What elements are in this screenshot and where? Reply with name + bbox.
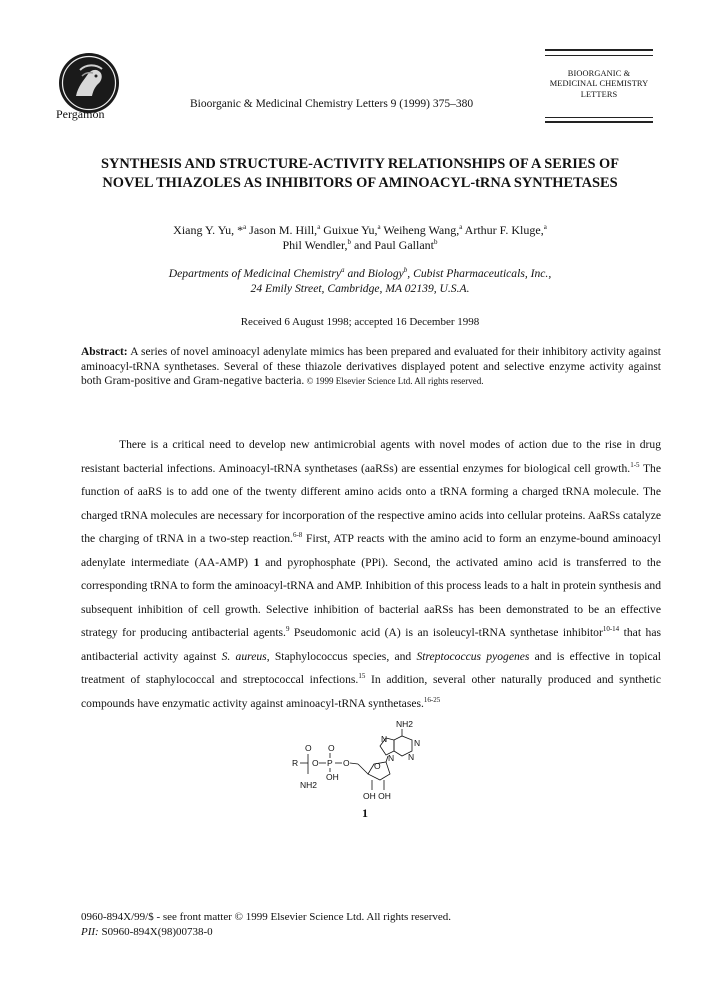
compound-number: 1 [362,806,368,820]
pii-value: S0960-894X(98)00738-0 [98,926,213,938]
journal-box [545,69,653,100]
article-title-line-2: NOVEL THIAZOLES AS INHIBITORS OF AMINOACYL-tRNA SYNTHETASES [102,175,618,191]
reference-mark: 16-25 [423,695,441,704]
reference-mark: 10-14 [602,625,620,633]
body-text: In addition, several other naturally produced and synthetic compounds have enzymatic activity against aminoacyl-tRNA synthetases. [81,673,661,710]
body-text: The function of aaRS is to add one of the twenty different amino acids onto a tRNA forming a charged tRNA molecule. The charged tRNA molecules are necessary for incorporation of the respective amino acids into cellular proteins. AaRSs catalyze the charging of tRNA in a two-step reaction. [81,461,661,545]
article-title-line-1: SYNTHESIS AND STRUCTURE-ACTIVITY RELATIONSHIPS OF A SERIES OF [100,156,620,172]
affiliation [80,266,640,296]
author-affiliation-mark: a [317,223,321,231]
journal-citation: Bioorganic & Medicinal Chemistry Letters 9 (1999) 375–380 [190,98,474,110]
article-title [50,155,670,193]
structure-label-o: O [305,743,312,753]
author-line-2 [80,238,640,253]
structure-label-o: O [374,761,381,771]
affiliation-mark: b [403,266,408,274]
body-text: , Staphylococcus species, and [266,649,417,663]
body-text: Pseudomonic acid (A) is an isoleucyl-tRNA synthetase inhibitor [289,626,603,639]
body-text: and pyrophosphate (PPi). Second, the activated amino acid is transferred to the corresponding tRNA to form the aminoacyl-tRNA and AMP. Inhibition of this process leads to a halt in protein synthesis and subsequent inhibition of cell growth. Selective inhibition of bacterial aaRSs has been demonstrated to be an effective strategy for producing antibacterial agents. [81,555,661,639]
compound-reference: 1 [253,555,260,569]
author-name: Weiheng Wang, [380,223,460,237]
footer-pii [81,925,451,940]
affiliation-text: and Biology [344,267,404,280]
structure-label-o: O [328,743,335,753]
journal-box-bottom-rule-thin [545,117,653,118]
author-list [80,223,640,253]
abstract-text: A series of novel aminoacyl adenylate mimics has been prepared and evaluated for their inhibitory activity against aminoacyl-tRNA synthetases. Several of these thiazole derivatives displayed potent and selective enzyme activity against both Gram-positive and Gram-negative bacteria. [81,346,661,387]
structure-label-n: N [388,753,395,763]
journal-box-top-rule-thin [545,55,653,56]
abstract-label: Abstract: [81,346,128,358]
author-name: Xiang Y. Yu, * [173,223,244,237]
structure-label-oh-oh: OH OH [363,791,391,801]
journal-box-line-2: MEDICINAL CHEMISTRY [549,79,649,89]
reference-mark: 6-8 [292,531,303,539]
author-affiliation-mark: b [433,238,438,246]
journal-box-line-3: LETTERS [580,89,618,99]
author-name: Jason M. Hill, [246,223,318,237]
structure-label-nh2-top: NH2 [396,719,414,729]
affiliation-text: , Cubist Pharmaceuticals, Inc., [407,267,552,280]
footer-copyright: 0960-894X/99/$ - see front matter © 1999 Elsevier Science Ltd. All rights reserved. [81,911,452,923]
received-dates: Received 6 August 1998; accepted 16 December 1998 [240,316,480,328]
journal-box-bottom-rule [545,121,653,123]
body-text: and is effective in topical treatment of staphylococcal and streptococcal infections. [81,649,661,686]
author-affiliation-mark: a [377,223,381,231]
author-affiliation-mark: a [543,223,547,231]
affiliation-line-2: 24 Emily Street, Cambridge, MA 02139, U.S.A. [250,282,470,295]
structure-label-p: P [327,758,333,768]
structure-label-n: N [381,734,388,744]
abstract-copyright: © 1999 Elsevier Science Ltd. All rights reserved. [304,376,484,386]
species-name: S. aureus [221,649,267,663]
body-text: There is a critical need to develop new antimicrobial agents with novel modes of action due to the rise in drug resistant bacterial infections. Aminoacyl-tRNA synthetases (aaRSs) are essential enzymes for biological cell growth. [81,438,661,475]
body-text: that has antibacterial activity against [81,626,661,663]
journal-box-line-1: BIOORGANIC & [567,69,631,78]
publisher-name: Pergamon [56,107,105,121]
author-affiliation-mark: b [347,238,351,246]
reference-mark: 1-5 [630,460,640,469]
author-name: Arthur F. Kluge, [462,223,544,237]
author-affiliation-mark: a [243,223,247,231]
species-name: Streptococcus pyogenes [416,649,530,663]
structure-label-oh: OH [326,772,339,782]
affiliation-text: Departments of Medicinal Chemistry [168,267,342,280]
author-name: and Paul Gallant [351,238,434,252]
reference-mark: 9 [285,625,290,633]
affiliation-line-1 [80,266,640,281]
author-affiliation-mark: a [459,223,463,231]
structure-label-o: O [312,758,319,768]
pii-label: PII: [81,926,99,938]
author-line-1 [80,223,640,238]
author-name: Phil Wendler, [282,238,348,252]
footer [81,910,451,940]
elsevier-tree-logo-icon [58,52,120,114]
affiliation-mark: a [341,266,345,274]
structure-label-n: N [414,738,421,748]
journal-box-top-rule [545,49,653,51]
structure-label-nh2-bottom: NH2 [300,780,318,790]
aminoacyl-adenylate-structure [286,718,438,806]
structure-label-r: R [292,758,299,768]
body-paragraph [81,433,661,715]
structure-label-o: O [343,758,350,768]
reference-mark: 15 [358,672,366,680]
structure-label-n: N [408,752,415,762]
body-text: First, ATP reacts with the amino acid to form an enzyme-bound aminoacyl adenylate intermediate (AA-AMP) [81,532,661,569]
author-name: Guixue Yu, [320,223,378,237]
abstract [81,345,661,389]
